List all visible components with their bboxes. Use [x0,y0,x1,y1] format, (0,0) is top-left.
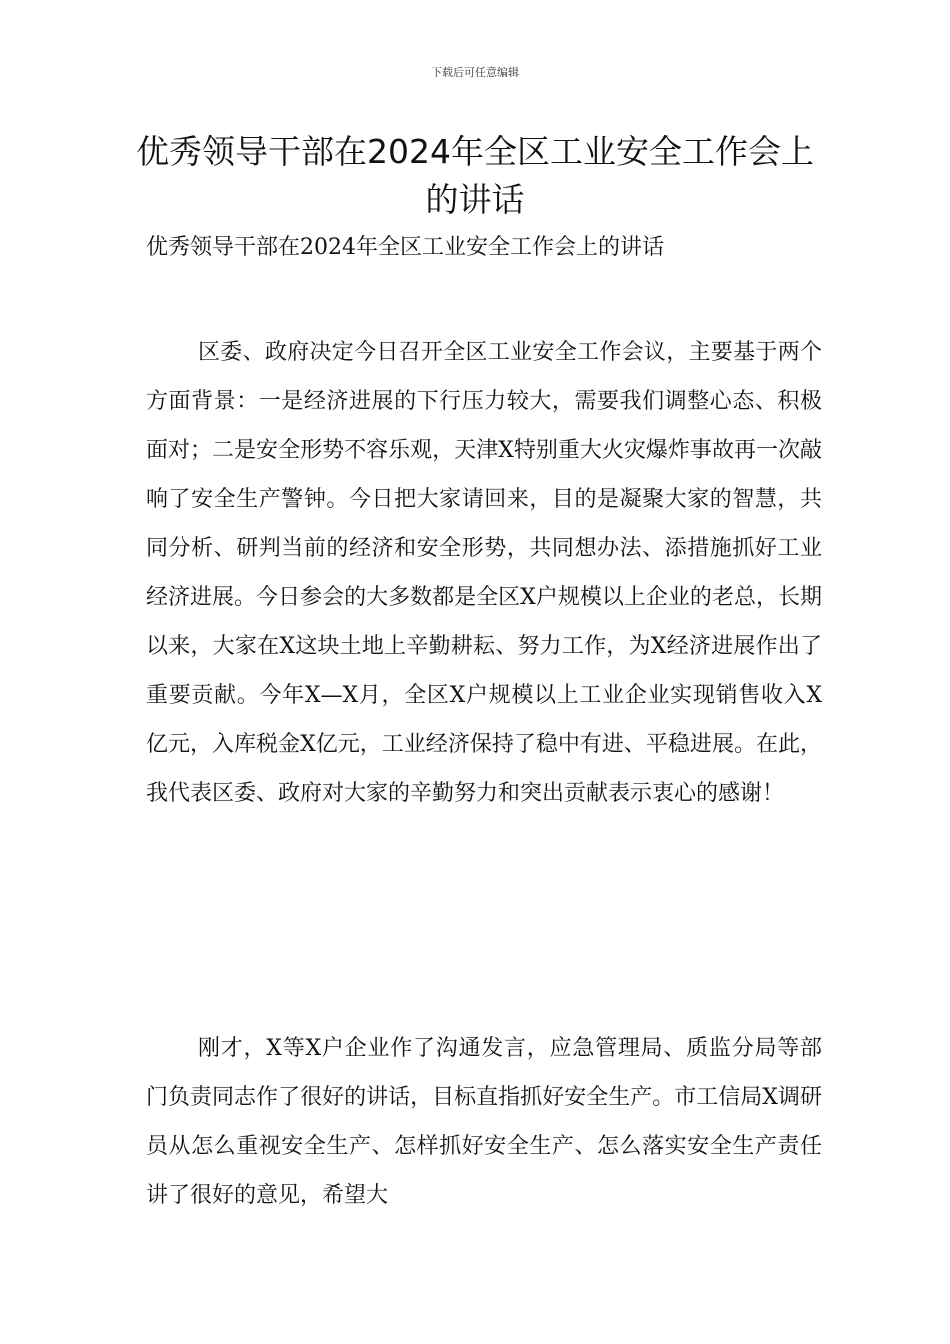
body-paragraph-2: 刚才，X等X户企业作了沟通发言，应急管理局、质监分局等部门负责同志作了很好的讲话，目标直指抓好安全生产。市工信局X调研员从怎么重视安全生产、怎样抓好安全生产、怎么落实安全生产责任讲了很好的意见，希望大 [146,1036,822,1208]
body-paragraph-1: 区委、政府决定今日召开全区工业安全工作会议，主要基于两个方面背景：一是经济进展的下行压力较大，需要我们调整心态、积极面对；二是安全形势不容乐观，天津X特别重大火灾爆炸事故再一次敲响了安全生产警钟。今日把大家请回来，目的是凝聚大家的智慧，共同分析、研判当前的经济和安全形势，共同想办法、添措施抓好工业经济进展。今日参会的大多数都是全区X户规模以上企业的老总，长期以来，大家在X这块土地上辛勤耕耘、努力工作，为X经济进展作出了重要贡献。今年X—X月，全区X户规模以上工业企业实现销售收入X亿元，入库税金X亿元，工业经济保持了稳中有进、平稳进展。在此，我代表区委、政府对大家的辛勤努力和突出贡献表示衷心的感谢！ [146,340,822,806]
document-subtitle: 优秀领导干部在2024年全区工业安全工作会上的讲话 [146,235,664,260]
page-header-note: 下载后可任意编辑 [431,66,519,79]
document-title: 优秀领导干部在2024年全区工业安全工作会上的讲话 [136,132,814,219]
